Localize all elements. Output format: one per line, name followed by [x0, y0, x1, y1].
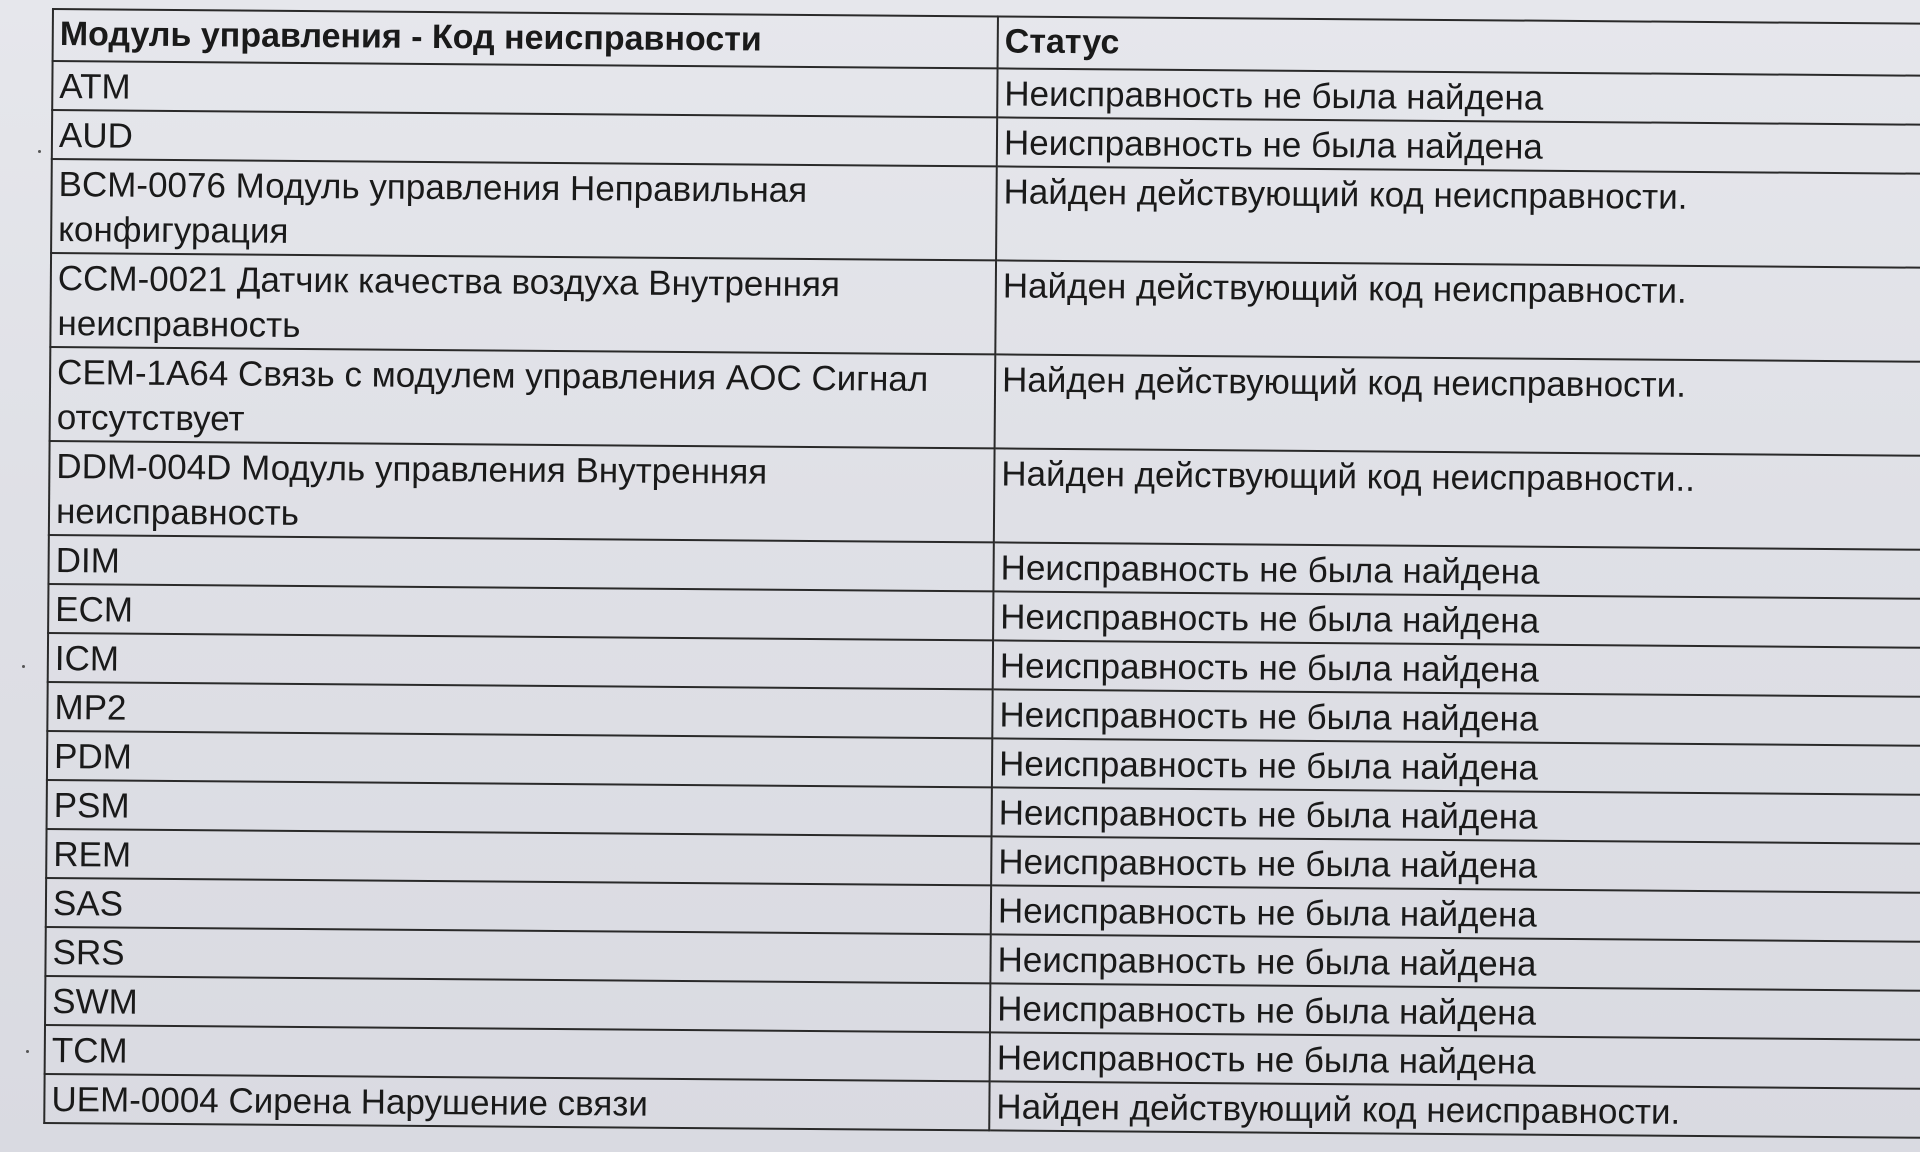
- table-row: [51, 159, 1920, 268]
- status-cell: Неисправность не была найдена: [992, 738, 1920, 794]
- module-code-cell: BCM-0076 Модуль управления Неправильная конфигурация: [51, 159, 997, 260]
- status-cell: Неисправность не была найдена: [990, 934, 1920, 990]
- module-code-cell: ICM: [48, 633, 993, 689]
- module-code-cell: ECM: [48, 584, 993, 640]
- module-code-cell: SWM: [45, 976, 990, 1032]
- status-cell: Неисправность не была найдена: [991, 885, 1920, 941]
- module-code-cell: CCM-0021 Датчик качества воздуха Внутренняя неисправность: [50, 253, 996, 354]
- table-row: [49, 441, 1920, 550]
- status-cell: Неисправность не была найдена: [992, 689, 1920, 745]
- status-cell: Найден действующий код неисправности.: [995, 260, 1920, 361]
- paper-speck: [22, 665, 25, 668]
- module-code-cell: AUD: [52, 110, 997, 166]
- status-cell: Найден действующий код неисправности.: [995, 354, 1920, 455]
- module-code-cell: UEM-0004 Сирена Нарушение связи: [44, 1074, 989, 1130]
- status-cell: Неисправность не была найдена: [991, 836, 1920, 892]
- module-code-cell: CEM-1A64 Связь с модулем управления AOC Сигнал отсутствует: [50, 347, 996, 448]
- module-code-cell: SRS: [45, 927, 990, 983]
- status-cell: Неисправность не была найдена: [990, 983, 1920, 1039]
- status-cell: Неисправность не была найдена: [993, 542, 1920, 598]
- module-code-cell: ATM: [52, 61, 997, 117]
- paper-speck: [26, 1050, 29, 1053]
- table-row: [50, 347, 1920, 456]
- status-cell: Найден действующий код неисправности.: [996, 166, 1920, 267]
- table-body: [44, 61, 1920, 1138]
- status-cell: Неисправность не была найдена: [992, 787, 1920, 843]
- fault-code-table: [43, 8, 1920, 1139]
- module-code-cell: MP2: [47, 682, 992, 738]
- fault-code-table-container: [43, 8, 1920, 1139]
- status-cell: Неисправность не была найдена: [997, 117, 1920, 173]
- module-code-cell: REM: [46, 829, 991, 885]
- module-code-cell: DIM: [48, 535, 993, 591]
- paper-speck: [38, 150, 41, 153]
- status-cell: Неисправность не была найдена: [990, 1032, 1920, 1088]
- column-header-module: Модуль управления - Код неисправности: [53, 9, 998, 68]
- module-code-cell: SAS: [46, 878, 991, 934]
- status-cell: Найден действующий код неисправности..: [994, 448, 1920, 549]
- module-code-cell: DDM-004D Модуль управления Внутренняя неисправность: [49, 441, 995, 542]
- status-cell: Найден действующий код неисправности.: [989, 1081, 1920, 1137]
- column-header-status: Статус: [998, 16, 1920, 75]
- module-code-cell: PSM: [47, 780, 992, 836]
- table-row: [50, 253, 1920, 362]
- status-cell: Неисправность не была найдена: [993, 640, 1920, 696]
- status-cell: Неисправность не была найдена: [993, 591, 1920, 647]
- module-code-cell: PDM: [47, 731, 992, 787]
- module-code-cell: TCM: [45, 1025, 990, 1081]
- status-cell: Неисправность не была найдена: [997, 68, 1920, 124]
